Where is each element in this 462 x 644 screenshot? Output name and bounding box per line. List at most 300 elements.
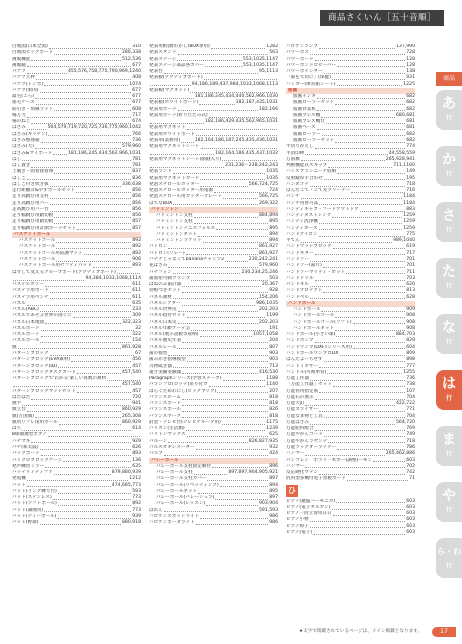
leader-dots bbox=[301, 160, 385, 161]
index-term: パステラ用ベンチ bbox=[12, 294, 49, 300]
index-term: パステルカラー bbox=[12, 282, 44, 288]
leader-dots bbox=[40, 92, 132, 93]
index-pages: 857 bbox=[132, 219, 141, 225]
leader-dots bbox=[198, 493, 268, 494]
kana-tab[interactable] bbox=[436, 482, 462, 522]
index-pages: 680,681 bbox=[396, 112, 415, 118]
index-term: バレーボール bbox=[151, 457, 179, 463]
index-pages: 818 bbox=[269, 413, 278, 419]
leader-dots bbox=[326, 123, 405, 124]
index-term: 版画ベース bbox=[293, 125, 316, 131]
index-pages: 771 bbox=[406, 407, 415, 413]
leader-dots bbox=[178, 311, 258, 312]
index-pages: 704 bbox=[406, 394, 415, 400]
leader-dots bbox=[222, 424, 265, 425]
index-pages: 1225 bbox=[403, 81, 415, 87]
index-pages: 704 bbox=[406, 413, 415, 419]
index-pages: 939 bbox=[132, 513, 141, 519]
leader-dots bbox=[305, 154, 387, 155]
index-term: バット(ステンレス) bbox=[12, 495, 52, 501]
leader-dots bbox=[182, 411, 268, 412]
leader-dots bbox=[315, 148, 406, 149]
index-pages: 986,1035 bbox=[256, 300, 278, 306]
leader-dots bbox=[319, 236, 406, 237]
index-term: バランスマーク bbox=[149, 413, 181, 419]
index-term: パレーボール(レッスン) bbox=[156, 501, 206, 507]
leader-dots bbox=[337, 85, 403, 86]
index-term: パレーボール支柱固定網付 bbox=[156, 463, 212, 469]
leader-dots bbox=[319, 367, 405, 368]
leader-dots bbox=[332, 509, 406, 510]
index-term: 版画 bbox=[288, 87, 298, 93]
page-header bbox=[0, 0, 462, 36]
leader-dots bbox=[225, 261, 248, 262]
index-pages: 880,918 bbox=[122, 520, 141, 526]
page-footer bbox=[0, 620, 462, 644]
leader-dots bbox=[214, 192, 268, 193]
index-pages: 986 bbox=[269, 513, 278, 519]
index-term: 万能やかんラヤンデ bbox=[286, 438, 328, 444]
leader-dots bbox=[18, 348, 121, 349]
index-term: 版画プレス機台 bbox=[293, 119, 325, 125]
index-term: パレーボール支柱カバー bbox=[156, 476, 207, 482]
index-term: はさみ bbox=[12, 125, 26, 131]
index-term: 発表スタンド bbox=[149, 50, 177, 56]
index-term: パランスボード bbox=[149, 401, 182, 407]
index-pages: 564,720 bbox=[396, 419, 415, 425]
leader-dots bbox=[212, 467, 268, 468]
index-pages: 702 bbox=[406, 463, 415, 469]
leader-dots bbox=[321, 311, 405, 312]
index-term: 走行距離計&やすボールセット bbox=[12, 188, 76, 194]
index-pages: 894 bbox=[269, 238, 278, 244]
leader-dots bbox=[319, 229, 403, 230]
leader-dots bbox=[40, 524, 121, 525]
index-term: ばれん bbox=[149, 507, 163, 513]
index-term: 旗用リフレ角用ポール bbox=[12, 419, 58, 425]
index-term: 版画作業机 bbox=[293, 106, 316, 112]
index-term: 歯みがき指導模型 bbox=[149, 357, 186, 363]
index-pages: 774 bbox=[406, 144, 415, 150]
leader-dots bbox=[223, 380, 266, 381]
index-pages: 128 bbox=[406, 56, 415, 62]
index-term: 半消印棒 bbox=[286, 150, 305, 156]
index-term: 発電機 bbox=[12, 476, 26, 482]
index-term: 旗立台 bbox=[12, 407, 26, 413]
index-term: 版画プレス機 bbox=[293, 112, 321, 118]
index-pages: 322 bbox=[132, 332, 141, 338]
index-pages: 1140 bbox=[266, 382, 278, 388]
index-pages: 932 bbox=[269, 444, 278, 450]
index-term: 刃物砥ぎ器 bbox=[149, 363, 172, 369]
kana-tab[interactable] bbox=[436, 426, 462, 466]
leader-dots bbox=[198, 236, 268, 237]
leader-dots bbox=[310, 54, 405, 55]
index-term: ハンダゴテ bbox=[286, 181, 309, 187]
index-term: バドミントンネット bbox=[156, 231, 198, 237]
leader-dots bbox=[337, 66, 405, 67]
index-pages: 265,928,941 bbox=[385, 156, 415, 162]
index-term: 走り幅跳び用計測ボードセット bbox=[12, 225, 77, 231]
index-term: ハンドアイロン bbox=[286, 231, 318, 237]
leader-dots bbox=[35, 148, 121, 149]
index-term: 花はさみ bbox=[149, 263, 168, 269]
leader-dots bbox=[50, 292, 132, 293]
index-pages: 703 bbox=[406, 275, 415, 281]
index-term: パナフォン bbox=[149, 269, 172, 275]
index-term: パズル(ABC) bbox=[12, 307, 39, 313]
leader-dots bbox=[178, 323, 258, 324]
index-term: 万能スライサー bbox=[286, 407, 319, 413]
index-term: パターンブロック(EVA素材) bbox=[12, 357, 71, 363]
index-term: ハンドベル bbox=[286, 294, 309, 300]
leader-dots bbox=[319, 411, 405, 412]
index-term: バリカン(生活類) bbox=[149, 426, 185, 432]
index-pages: 626 bbox=[132, 444, 141, 450]
index-term: ハチマキ bbox=[12, 438, 31, 444]
leader-dots bbox=[181, 142, 194, 143]
index-pages: 986 bbox=[269, 520, 278, 526]
index-pages: 603 bbox=[406, 523, 415, 529]
index-pages: 892 bbox=[132, 501, 141, 507]
leader-dots bbox=[324, 361, 406, 362]
kana-tab-letter: さ bbox=[442, 208, 456, 224]
index-pages: 182,166 bbox=[259, 106, 278, 112]
index-term: 歯固屋可動クランプ bbox=[149, 275, 191, 281]
index-term: パターンブロック bbox=[12, 351, 49, 356]
index-pages: 807 bbox=[269, 344, 278, 350]
index-term: 旗 bbox=[12, 344, 17, 350]
index-term: バッテリィティファ bbox=[12, 470, 53, 476]
index-pages: 457,540 bbox=[122, 382, 141, 388]
index-term: ハンマー bbox=[286, 451, 305, 457]
index-term: 最毛(ころ) bbox=[12, 94, 34, 100]
index-pages: 836 bbox=[132, 175, 141, 181]
index-term: パトロン(リレー) bbox=[149, 250, 185, 256]
leader-dots bbox=[196, 135, 277, 136]
leader-dots bbox=[150, 154, 214, 155]
index-pages: 564,579,719,720,725,736,775,960,1042 bbox=[47, 125, 141, 131]
kana-tab[interactable] bbox=[436, 90, 462, 130]
leader-dots bbox=[53, 499, 131, 500]
index-pages: 892 bbox=[132, 250, 141, 256]
index-term: 8球抽選型ボブノ bbox=[12, 432, 47, 438]
leader-dots bbox=[44, 85, 128, 86]
index-pages: 809 bbox=[406, 351, 415, 356]
leader-dots bbox=[73, 317, 131, 318]
kana-tab[interactable] bbox=[436, 370, 462, 410]
leader-dots bbox=[333, 515, 406, 516]
index-pages: 1184 bbox=[403, 194, 415, 200]
index-term: バチ(和太鼓) bbox=[12, 444, 39, 450]
index-pages: 818 bbox=[269, 394, 278, 400]
index-term: 走り幅跳び用踏切板 bbox=[12, 219, 54, 225]
leader-dots bbox=[48, 436, 140, 437]
kana-tab[interactable] bbox=[436, 258, 462, 298]
kana-tab-gyo: 行 bbox=[445, 283, 452, 290]
leader-dots bbox=[190, 92, 277, 93]
index-entry bbox=[286, 476, 415, 482]
index-term: バリトンサックス bbox=[149, 432, 186, 438]
index-term: はてなBOX bbox=[149, 200, 173, 206]
index-pages: 566,725 bbox=[259, 194, 278, 200]
kana-tab[interactable] bbox=[436, 538, 462, 578]
leader-dots bbox=[313, 534, 405, 535]
leader-dots bbox=[31, 60, 121, 61]
index-term: 発表用ボード(折りたたみ式) bbox=[149, 112, 208, 118]
leader-dots bbox=[182, 417, 268, 418]
index-term: 「万能工作器」セット bbox=[286, 382, 332, 388]
index-pages: 191 bbox=[269, 325, 278, 331]
index-term: パズル日本地図 bbox=[12, 319, 45, 325]
index-pages: 857 bbox=[132, 225, 141, 231]
index-term: ハンドウッドブロック bbox=[286, 244, 332, 250]
leader-dots bbox=[57, 518, 131, 519]
index-term: バット(野球) bbox=[12, 520, 39, 526]
leader-dots bbox=[150, 123, 204, 124]
index-pages: 1035 bbox=[266, 169, 278, 175]
index-term: 筋引き・刻線ラット bbox=[12, 106, 54, 112]
index-term: ばたばた bbox=[12, 394, 31, 400]
leader-dots bbox=[351, 192, 405, 193]
leader-dots bbox=[77, 373, 121, 374]
index-pages: 718 bbox=[406, 438, 415, 444]
index-term: 発表板(マグネット) bbox=[149, 87, 190, 93]
index-term: 発表用マグネット bbox=[149, 125, 186, 131]
kana-tab[interactable] bbox=[436, 146, 462, 186]
index-pages: 711,1160 bbox=[393, 163, 415, 169]
index-pages: 701 bbox=[406, 257, 415, 263]
index-term: パネルシアター bbox=[149, 300, 181, 306]
index-pages: 897,897,904,905,921 bbox=[228, 470, 278, 476]
leader-dots bbox=[56, 261, 131, 262]
leader-dots bbox=[50, 298, 132, 299]
index-pages: 456 bbox=[132, 357, 141, 363]
kana-tab[interactable] bbox=[436, 314, 462, 354]
leader-dots bbox=[315, 254, 406, 255]
index-pages: 908 bbox=[406, 325, 415, 331]
index-term: ピアノ(鍵盤ハーモニカ) bbox=[286, 498, 336, 504]
kana-tab-gyo: 行 bbox=[445, 395, 452, 402]
leader-dots bbox=[332, 79, 405, 80]
kana-tab-letter: か bbox=[442, 152, 456, 168]
leader-dots bbox=[63, 461, 131, 462]
leader-dots bbox=[310, 527, 406, 528]
index-pages: 893 bbox=[132, 451, 141, 457]
leader-dots bbox=[205, 66, 242, 67]
index-term: ハンドプロテクト bbox=[286, 288, 323, 294]
leader-dots bbox=[27, 66, 131, 67]
index-term: 発声練習ミラー bbox=[12, 463, 45, 469]
index-term: 走り高跳び用バー bbox=[12, 200, 49, 206]
index-pages: 1259 bbox=[403, 213, 415, 219]
index-pages: 67 bbox=[135, 351, 141, 356]
kana-tab-letter: ら・わ bbox=[437, 547, 461, 556]
index-term: 発表ステージ部品各カバー bbox=[149, 62, 204, 68]
index-term: パネル日本史 bbox=[149, 319, 177, 325]
index-term: ハンドドリル bbox=[286, 275, 314, 281]
index-pages: 677 bbox=[132, 94, 141, 100]
index-pages: 591,593 bbox=[259, 507, 278, 513]
index-pages: 20,367 bbox=[261, 282, 278, 288]
index-pages: 1074 bbox=[129, 81, 141, 87]
leader-dots bbox=[324, 436, 405, 437]
index-pages: 128 bbox=[406, 62, 415, 68]
index-pages: 457,540 bbox=[122, 369, 141, 375]
leader-dots bbox=[27, 179, 131, 180]
index-pages: 941 bbox=[132, 401, 141, 407]
leader-dots bbox=[305, 467, 405, 468]
leader-dots bbox=[323, 292, 405, 293]
index-pages: 724 bbox=[269, 188, 278, 194]
index-term: ハンドボール bbox=[293, 307, 321, 313]
leader-dots bbox=[200, 518, 268, 519]
index-term: 万能ラックオーライナー bbox=[286, 444, 337, 450]
index-pages: 474,685,773 bbox=[111, 482, 141, 488]
leader-dots bbox=[50, 204, 131, 205]
index-term: ハンドワンプ(DXFTシリーズ用) bbox=[286, 344, 352, 350]
index-term: 発表用紙(磨わかし(BOX専用) bbox=[149, 44, 210, 49]
index-pages: 107 bbox=[406, 388, 415, 394]
leader-dots bbox=[182, 286, 261, 287]
index-term: 万能やかんコード bbox=[286, 432, 323, 438]
index-term: バケツ(果肉) bbox=[12, 87, 39, 93]
leader-dots bbox=[187, 361, 268, 362]
leader-dots bbox=[207, 480, 268, 481]
kana-tab-gyo: 行 bbox=[445, 227, 452, 234]
leader-dots bbox=[150, 85, 191, 86]
leader-dots bbox=[206, 505, 258, 506]
index-pages: 681 bbox=[406, 125, 415, 131]
leader-dots bbox=[150, 167, 224, 168]
leader-dots bbox=[196, 524, 269, 525]
index-pages: 611 bbox=[132, 288, 141, 294]
index-pages: 1282 bbox=[266, 44, 278, 49]
leader-dots bbox=[305, 455, 384, 456]
index-pages: 860,929 bbox=[122, 407, 141, 413]
index-pages: 408 bbox=[132, 75, 141, 81]
leader-dots bbox=[211, 48, 265, 49]
leader-dots bbox=[35, 98, 131, 99]
index-pages: 265,308 bbox=[122, 413, 141, 419]
index-term: パルーン bbox=[149, 438, 168, 444]
leader-dots bbox=[194, 474, 228, 475]
leader-dots bbox=[200, 336, 253, 337]
index-term: 発表用(業務用) bbox=[149, 137, 181, 143]
leader-dots bbox=[220, 486, 269, 487]
index-term: パックロブロックケージ bbox=[12, 457, 63, 463]
leader-dots bbox=[54, 110, 131, 111]
index-pages: 736 bbox=[132, 137, 141, 143]
index-pages: 628 bbox=[406, 294, 415, 300]
index-term: バット(インク練り台) bbox=[12, 488, 57, 494]
index-pages: 713 bbox=[269, 363, 278, 369]
leader-dots bbox=[215, 499, 268, 500]
index-pages: 720 bbox=[132, 394, 141, 400]
index-pages: 928 bbox=[269, 288, 278, 294]
index-pages: 94,384,1033,1068,1114 bbox=[85, 275, 141, 281]
index-pages: 182,186,429,435,562,965,1031 bbox=[204, 119, 278, 125]
leader-dots bbox=[335, 104, 405, 105]
index-term: 発表ランド bbox=[149, 169, 172, 175]
index-pages: 677 bbox=[132, 100, 141, 106]
index-pages: 883 bbox=[406, 206, 415, 212]
leader-dots bbox=[27, 117, 131, 118]
index-pages: 908 bbox=[406, 319, 415, 325]
leader-dots bbox=[150, 98, 194, 99]
leader-dots bbox=[168, 267, 258, 268]
index-pages: 286,338 bbox=[122, 50, 141, 56]
kana-tab-letter: は bbox=[442, 376, 456, 392]
index-term: ハンドソー bbox=[286, 257, 309, 263]
index-term: 白地図(日本全図) bbox=[12, 44, 48, 49]
index-pages: 908 bbox=[406, 313, 415, 319]
index-pages: 775 bbox=[406, 231, 415, 237]
index-term: 万能石の展示 bbox=[286, 394, 314, 400]
index-pages: 856 bbox=[132, 200, 141, 206]
kana-tab[interactable] bbox=[436, 202, 462, 242]
index-pages: 773 bbox=[132, 507, 141, 513]
index-pages: 424 bbox=[269, 451, 278, 457]
leader-dots bbox=[173, 204, 258, 205]
index-term: バスケットボール bbox=[19, 257, 56, 263]
leader-dots bbox=[31, 123, 131, 124]
leader-dots bbox=[353, 348, 405, 349]
index-pages: 813 bbox=[406, 288, 415, 294]
index-term: ばねのふ歯計器 bbox=[149, 282, 182, 288]
leader-dots bbox=[194, 223, 269, 224]
leader-dots bbox=[36, 104, 131, 105]
index-term: はしご bbox=[12, 175, 26, 181]
index-pages: 1184 bbox=[403, 200, 415, 206]
leader-dots bbox=[335, 142, 405, 143]
leader-dots bbox=[327, 373, 402, 374]
index-pages: 895 bbox=[269, 219, 278, 225]
index-pages: 1259 bbox=[403, 219, 415, 225]
index-term: 発表用ホワイトボード bbox=[149, 131, 195, 137]
index-pages: 716 bbox=[406, 188, 415, 194]
leader-dots bbox=[194, 217, 258, 218]
index-term: 万能佐用指定筋 bbox=[286, 388, 319, 394]
kana-tab-letter: た bbox=[442, 264, 456, 280]
index-term: 薄膜機能 bbox=[12, 56, 31, 62]
leader-dots bbox=[209, 117, 277, 118]
index-term: バナナじゃなくてbananaチャンツ2 bbox=[149, 257, 225, 263]
index-term: パレーボール(リベッティング) bbox=[156, 482, 219, 488]
index-pages: 861,927 bbox=[259, 250, 278, 256]
index-term: 万能はさみ bbox=[286, 419, 309, 425]
index-term: パターンブロックで'わかる'楽しい算数の教材 bbox=[12, 376, 107, 382]
index-term: パンチ bbox=[286, 194, 300, 200]
leader-dots bbox=[315, 280, 406, 281]
leader-dots bbox=[77, 229, 131, 230]
leader-dots bbox=[200, 179, 265, 180]
leader-dots bbox=[324, 417, 405, 418]
index-pages: 230,234,25,246 bbox=[241, 269, 278, 275]
leader-dots bbox=[353, 323, 406, 324]
index-term: 「歯を大切に」(保健) bbox=[286, 75, 331, 81]
index-pages: 566,724,725 bbox=[248, 181, 278, 187]
index-pages: 457 bbox=[132, 388, 141, 394]
index-term: バスケットボール用セフティパッド bbox=[19, 263, 92, 269]
index-pages: 1259 bbox=[403, 225, 415, 231]
leader-dots bbox=[310, 521, 406, 522]
index-term: パルプ bbox=[149, 451, 163, 457]
leader-dots bbox=[200, 186, 247, 187]
index-term: パズルボール bbox=[12, 338, 40, 344]
index-pages: 149 bbox=[406, 169, 415, 175]
index-term: ハンドミキサー bbox=[286, 363, 319, 369]
